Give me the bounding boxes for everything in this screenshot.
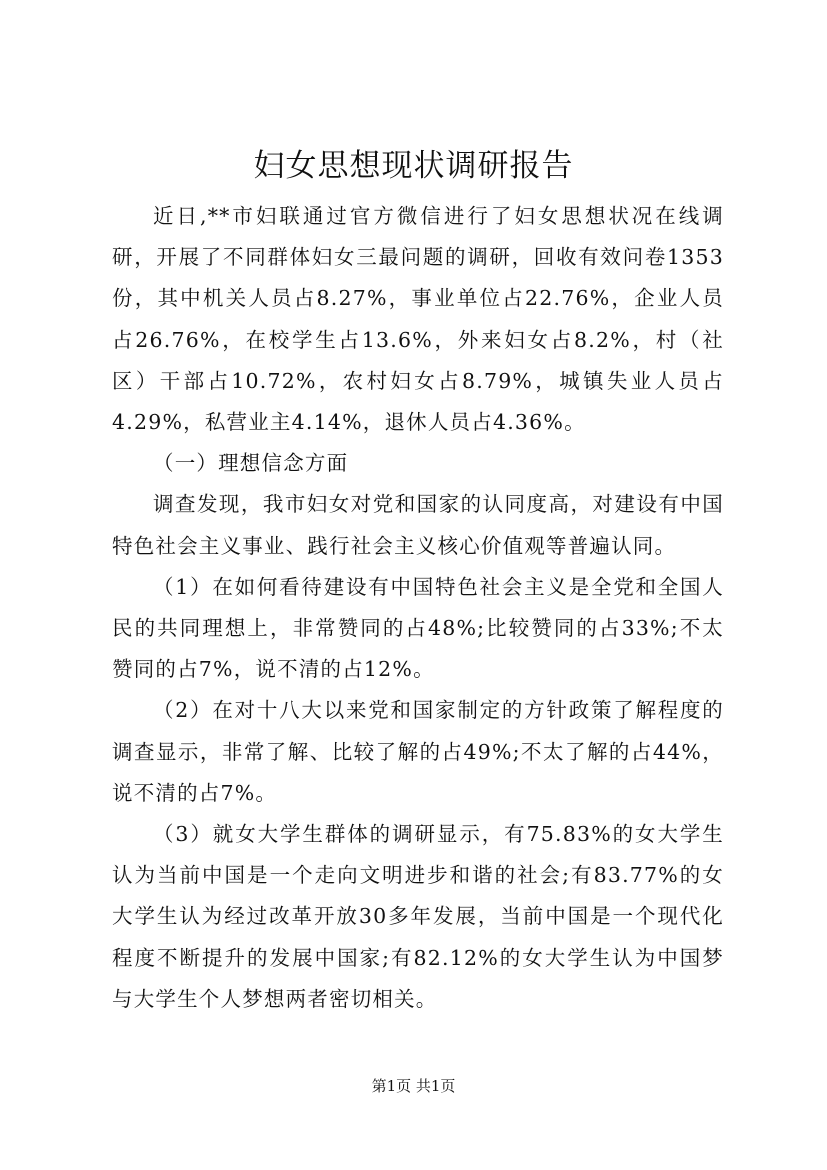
section-heading: （一）理想信念方面	[153, 451, 349, 476]
finding-3-paragraph: （3）就女大学生群体的调研显示，有75.83%的女大学生认为当前中国是一个走向文明进步和谐的社会;有83.77%的女大学生认为经过改革开放30多年发展，当前中国是一个现代化程度不断提升的发展中国家;有82.12%的女大学生认为中国梦与大学生个人梦想两者密切相关。	[112, 822, 724, 1011]
survey-findings-paragraph: 调查发现，我市妇女对党和国家的认同度高，对建设有中国特色社会主义事业、践行社会主义核心价值观等普遍认同。	[112, 492, 724, 558]
document-title: 妇女思想现状调研报告	[253, 148, 574, 184]
document-body	[112, 196, 724, 1020]
page-footer: 第1页 共1页	[371, 1077, 456, 1095]
finding-1-paragraph: （1）在如何看待建设有中国特色社会主义是全党和全国人民的共同理想上，非常赞同的占48%;比较赞同的占33%;不太赞同的占7%，说不清的占12%。	[112, 574, 724, 682]
finding-2-paragraph: （2）在对十八大以来党和国家制定的方针政策了解程度的调查显示，非常了解、比较了解的占49%;不太了解的占44%，说不清的占7%。	[112, 698, 724, 805]
intro-paragraph: 近日,**市妇联通过官方微信进行了妇女思想状况在线调研，开展了不同群体妇女三最问题的调研，回收有效问卷1353份，其中机关人员占8.27%，事业单位占22.76%，企业人员占26.76%，在校学生占13.6%，外来妇女占8.2%，村（社区）干部占10.72%，农村妇女占8.79%，城镇失业人员占4.29%，私营业主4.14%，退休人员占4.36%。	[112, 204, 724, 435]
